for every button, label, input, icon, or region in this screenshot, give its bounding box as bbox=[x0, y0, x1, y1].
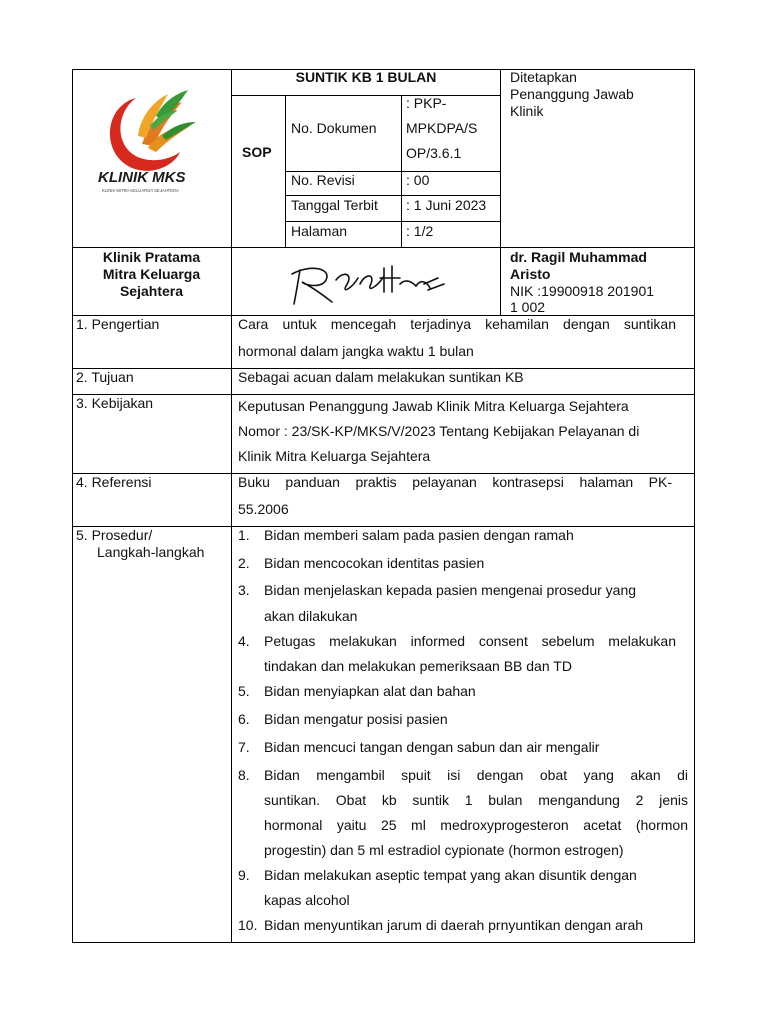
section-text-pengertian-2: hormonal dalam jangka waktu 1 bulan bbox=[238, 343, 474, 359]
table-border-left bbox=[72, 69, 73, 943]
signature-icon bbox=[288, 258, 453, 308]
step-text: Petugas melakukan informed consent sebelum melakukan bbox=[264, 633, 676, 649]
step-text: Bidan menjelaskan kepada pasien mengenai prosedur yang bbox=[264, 582, 637, 598]
step-number: 3. bbox=[238, 582, 250, 598]
step-text: suntikan. Obat kb suntik 1 bulan mengandung 2 jenis bbox=[264, 792, 688, 808]
procedure-label-2: Langkah-langkah bbox=[97, 544, 205, 560]
step-text: Bidan menyuntikan jarum di daerah prnyuntikan dengan arah bbox=[264, 917, 644, 933]
step-text: Bidan mengatur posisi pasien bbox=[264, 711, 448, 727]
meta-label-no-revisi: No. Revisi bbox=[291, 172, 355, 188]
step-number: 5. bbox=[238, 683, 250, 699]
sop-label: SOP bbox=[242, 144, 272, 160]
section-text-kebijakan-1: Keputusan Penanggung Jawab Klinik Mitra Keluarga Sejahtera bbox=[238, 398, 629, 414]
column-divider-2 bbox=[500, 69, 501, 316]
step-number: 2. bbox=[238, 555, 250, 571]
column-divider-1 bbox=[231, 69, 232, 943]
step-text: Bidan mencocokan identitas pasien bbox=[264, 555, 485, 571]
official-nik-line-2: 1 002 bbox=[510, 299, 546, 315]
meta-value-no-dokumen-1: : PKP- bbox=[406, 95, 447, 111]
step-text: Bidan mencuci tangan dengan sabun dan air mengalir bbox=[264, 739, 600, 755]
header-divider bbox=[72, 247, 695, 248]
sop-title: SUNTIK KB 1 BULAN bbox=[295, 69, 437, 85]
step-text: akan dilakukan bbox=[264, 608, 358, 624]
table-border-bottom bbox=[72, 942, 695, 943]
signature bbox=[288, 258, 453, 308]
meta-value-halaman: : 1/2 bbox=[406, 223, 434, 239]
svg-text:KLINIK MITRA KELUARGA SEJAHTER: KLINIK MITRA KELUARGA SEJAHTERA bbox=[102, 188, 179, 193]
step-text: kapas alcohol bbox=[264, 892, 350, 908]
meta-label-no-dokumen: No. Dokumen bbox=[291, 120, 377, 136]
clinic-logo-emblem-icon bbox=[96, 78, 211, 196]
official-name-line-2: Aristo bbox=[510, 266, 551, 282]
ditetapkan-line-2: Penanggung Jawab bbox=[510, 86, 634, 102]
section-text-tujuan-1: Sebagai acuan dalam melakukan suntikan KB bbox=[238, 369, 524, 385]
section-text-kebijakan-3: Klinik Mitra Keluarga Sejahtera bbox=[238, 448, 431, 464]
section-text-referensi-1: Buku panduan praktis pelayanan kontrasepsi halaman PK- bbox=[238, 474, 672, 490]
step-number: 6. bbox=[238, 711, 250, 727]
step-text: tindakan dan melakukan pemeriksaan BB dan TD bbox=[264, 658, 572, 674]
official-nik-line-1: NIK :19900918 201901 bbox=[510, 283, 655, 299]
step-text: Bidan menyiapkan alat dan bahan bbox=[264, 683, 476, 699]
meta-value-no-dokumen-3: OP/3.6.1 bbox=[406, 145, 462, 161]
official-name-line-1: dr. Ragil Muhammad bbox=[510, 249, 647, 265]
clinic-name-line-2: Mitra Keluarga bbox=[102, 266, 201, 282]
step-text: hormonal yaitu 25 ml medroxyprogesteron acetat (hormon bbox=[264, 817, 688, 833]
procedure-label-1: 5. Prosedur/ bbox=[76, 527, 153, 543]
clinic-logo bbox=[96, 78, 211, 196]
table-border-right bbox=[694, 69, 695, 943]
clinic-name-line-3: Sejahtera bbox=[119, 283, 184, 299]
svg-text:KLINIK MKS: KLINIK MKS bbox=[98, 169, 186, 186]
step-text: Bidan melakukan aseptic tempat yang akan disuntik dengan bbox=[264, 867, 637, 883]
ditetapkan-line-3: Klinik bbox=[510, 103, 544, 119]
meta-value-no-dokumen-2: MPKDPA/S bbox=[406, 120, 478, 136]
step-number: 9. bbox=[238, 867, 250, 883]
meta-value-tanggal-terbit: : 1 Juni 2023 bbox=[406, 197, 487, 213]
title-divider bbox=[231, 95, 501, 96]
ditetapkan-line-1: Ditetapkan bbox=[510, 69, 577, 85]
meta-divider-3 bbox=[285, 221, 501, 222]
step-number: 8. bbox=[238, 767, 250, 783]
meta-label-halaman: Halaman bbox=[291, 223, 348, 239]
section-label-tujuan: 2. Tujuan bbox=[76, 369, 134, 385]
meta-divider-2 bbox=[285, 195, 501, 196]
step-text: Bidan memberi salam pada pasien dengan ramah bbox=[264, 527, 574, 543]
step-number: 10. bbox=[238, 917, 258, 933]
step-number: 4. bbox=[238, 633, 250, 649]
meta-label-tanggal-terbit: Tanggal Terbit bbox=[291, 197, 378, 213]
clinic-name-line-1: Klinik Pratama bbox=[102, 249, 201, 265]
step-text: progestin) dan 5 ml estradiol cypionate (hormon estrogen) bbox=[264, 842, 624, 858]
row-divider-3 bbox=[72, 394, 695, 395]
step-text: Bidan mengambil spuit isi dengan obat yang akan di bbox=[264, 767, 688, 783]
section-text-kebijakan-2: Nomor : 23/SK-KP/MKS/V/2023 Tentang Kebijakan Pelayanan di bbox=[238, 423, 640, 439]
section-label-pengertian: 1. Pengertian bbox=[76, 316, 160, 332]
section-text-pengertian-1: Cara untuk mencegah terjadinya kehamilan dengan suntikan bbox=[238, 316, 676, 332]
meta-value-no-revisi: : 00 bbox=[406, 172, 430, 188]
section-label-kebijakan: 3. Kebijakan bbox=[76, 395, 154, 411]
step-number: 1. bbox=[238, 527, 250, 543]
step-number: 7. bbox=[238, 739, 250, 755]
section-label-referensi: 4. Referensi bbox=[76, 474, 152, 490]
section-text-referensi-2: 55.2006 bbox=[238, 501, 289, 517]
